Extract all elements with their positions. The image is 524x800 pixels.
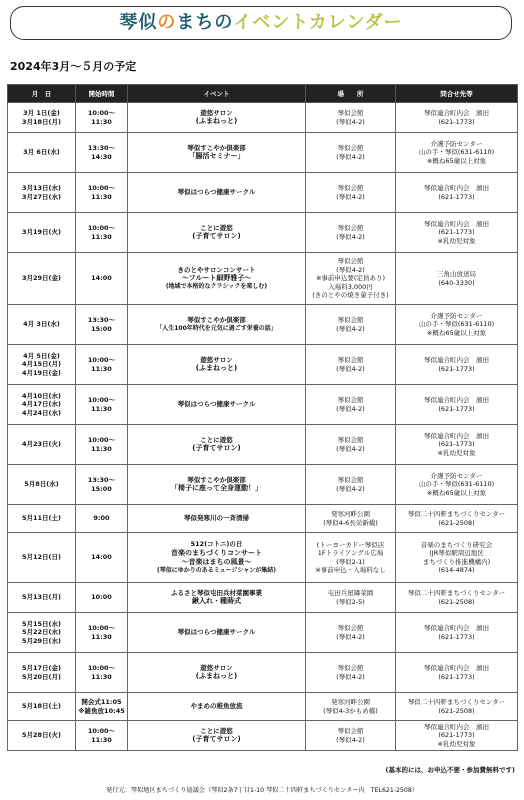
title-part-4: イベントカレンダー xyxy=(233,12,403,33)
event-line: ことに遊悠 xyxy=(200,726,233,735)
time-line: 13:30～ xyxy=(87,316,116,325)
date-line: 5月20日(月) xyxy=(21,672,61,681)
cell-date xyxy=(8,103,76,133)
place-line: (琴似4-2) xyxy=(336,192,365,201)
contact-line: (JR琴似駅周辺地区 xyxy=(429,549,484,558)
title-part-3: まちの xyxy=(176,12,234,33)
event-line: ふるさと琴似屯田兵村菜園事業 xyxy=(171,588,262,597)
place-line: 琴似会館 xyxy=(337,224,364,233)
time-line: 11:30 xyxy=(91,232,112,241)
cell-contact xyxy=(396,693,518,721)
time-line: 10:00～ xyxy=(87,727,116,736)
contact-line: (621-1773) xyxy=(438,731,475,740)
cell-event xyxy=(128,613,306,653)
place-line: (琴似4-3かもめ橋) xyxy=(323,706,378,715)
event-line: 琴似はつらつ健康サークル xyxy=(177,400,256,409)
cell-contact xyxy=(396,345,518,385)
date-line: 5月13日(月) xyxy=(21,593,61,602)
cell-contact xyxy=(396,103,518,133)
title-part-2: の xyxy=(157,12,177,33)
cell-time xyxy=(76,613,128,653)
cell-time xyxy=(76,505,128,533)
table-row xyxy=(8,465,518,505)
contact-line: 山の手・琴似(631-6110) xyxy=(418,148,495,157)
event-line: (子育てサロン) xyxy=(192,232,241,241)
place-line: (琴似4-2) xyxy=(336,672,365,681)
time-line: 10:00～ xyxy=(87,396,116,405)
cell-contact xyxy=(396,385,518,425)
event-line: (子育てサロン) xyxy=(192,444,241,453)
table-row xyxy=(8,253,518,305)
event-line: (ふまねっと) xyxy=(195,364,238,373)
cell-event xyxy=(128,345,306,385)
place-line: (琴似4-2) xyxy=(336,484,365,493)
cell-contact xyxy=(396,583,518,613)
place-line: 琴似会館 xyxy=(337,624,364,633)
cell-date xyxy=(8,133,76,173)
table-row xyxy=(8,505,518,533)
date-line: 4月 3日(水) xyxy=(23,320,60,329)
event-line: 「椅子に座って全身運動！」 xyxy=(171,484,262,493)
contact-line: 琴似連合町内会 濱田 xyxy=(424,664,489,673)
place-line: 発寒河畔公園 xyxy=(331,510,370,519)
cell-date xyxy=(8,385,76,425)
cell-place xyxy=(306,693,396,721)
table-row xyxy=(8,213,518,253)
date-line: 5月22日(水) xyxy=(21,628,61,637)
place-line: 琴似会館 xyxy=(337,436,364,445)
cell-place xyxy=(306,133,396,173)
table-row xyxy=(8,721,518,751)
header-date: 月 日 xyxy=(8,85,76,103)
event-line: 琴似すこやか倶楽部 xyxy=(187,143,246,152)
table-header-row xyxy=(8,85,518,103)
date-line: 4月19日(金) xyxy=(21,368,61,377)
cell-date xyxy=(8,505,76,533)
date-line: 5月15日(水) xyxy=(21,619,61,628)
event-line: ～フルート細野雅子～ xyxy=(181,274,252,283)
cell-place xyxy=(306,253,396,305)
cell-contact xyxy=(396,425,518,465)
date-line: 3月29日(金) xyxy=(21,274,61,283)
event-calendar-table xyxy=(7,84,518,751)
place-line: (琴似4-2) xyxy=(336,232,365,241)
table-row xyxy=(8,693,518,721)
event-line: やまめの稚魚放流 xyxy=(190,702,243,711)
place-line: ※事前申込・入場料なし xyxy=(315,565,386,574)
cell-time xyxy=(76,583,128,613)
table-row xyxy=(8,385,518,425)
time-line: 10:00～ xyxy=(87,624,116,633)
cell-time xyxy=(76,213,128,253)
cell-date xyxy=(8,213,76,253)
time-line: 15:00 xyxy=(91,324,112,333)
cell-time xyxy=(76,345,128,385)
place-line: (琴似4-2) xyxy=(336,404,365,413)
event-line: 「腸活セミナー」 xyxy=(188,152,245,161)
date-line: 3月19日(火) xyxy=(21,228,61,237)
contact-line: 琴似二十四軒まちづくりセンター xyxy=(407,510,506,519)
place-line: 発寒河畔公園 xyxy=(331,698,370,707)
cell-date xyxy=(8,305,76,345)
event-line: 琴似はつらつ健康サークル xyxy=(177,188,256,197)
cell-place xyxy=(306,385,396,425)
time-line: 11:30 xyxy=(91,632,112,641)
contact-line: 介護予防センター xyxy=(430,311,483,320)
cell-event xyxy=(128,465,306,505)
cell-date xyxy=(8,693,76,721)
cell-event xyxy=(128,253,306,305)
table-row xyxy=(8,613,518,653)
place-line: 琴似会館 xyxy=(337,184,364,193)
time-line: 9:00 xyxy=(93,514,110,523)
time-line: 11:30 xyxy=(91,735,112,744)
contact-line: (621-1773) xyxy=(438,632,475,641)
contact-line: ※概ね65歳以上対象 xyxy=(426,328,487,337)
contact-line: (621-2508) xyxy=(438,706,475,715)
time-line: 11:30 xyxy=(91,192,112,201)
time-line: 開会式11:05 xyxy=(81,698,122,707)
event-line: 琴似発寒川の一斉清掃 xyxy=(184,514,249,523)
contact-line: 琴似二十四軒まちづくりセンター xyxy=(407,589,506,598)
cell-event xyxy=(128,653,306,693)
date-line: 3月13日(水) xyxy=(21,184,61,193)
place-line: 琴似会館 xyxy=(337,664,364,673)
contact-line: 音楽のまちづくり研究会 xyxy=(420,540,493,549)
contact-line: 山の手・琴似(631-6110) xyxy=(418,480,495,489)
cell-contact xyxy=(396,213,518,253)
cell-place xyxy=(306,465,396,505)
cell-time xyxy=(76,103,128,133)
contact-line: 琴似連合町内会 濱田 xyxy=(424,356,489,365)
cell-contact xyxy=(396,305,518,345)
event-line: ことに遊悠 xyxy=(200,435,233,444)
date-line: 4月10日(水) xyxy=(21,391,61,400)
date-line: 4月17日(水) xyxy=(21,400,61,409)
contact-line: 介護予防センター xyxy=(430,139,483,148)
event-line: 琴似すこやか倶楽部 xyxy=(187,316,246,325)
date-line: 5月17日(金) xyxy=(21,664,61,673)
place-line: ※事前申込要(定員あり) xyxy=(315,274,386,283)
cell-place xyxy=(306,345,396,385)
footnote: (基本的には、お申込不要・参加費無料です) xyxy=(385,766,515,774)
cell-event xyxy=(128,721,306,751)
date-line: 4月15日(月) xyxy=(21,360,61,369)
cell-date xyxy=(8,465,76,505)
place-line: (琴似4-6長栄新橋) xyxy=(323,518,378,527)
time-line: 15:00 xyxy=(91,484,112,493)
event-line: (子育てサロン) xyxy=(192,735,241,744)
cell-date xyxy=(8,345,76,385)
table-row xyxy=(8,533,518,583)
contact-line: ※乳幼児対象 xyxy=(437,448,476,457)
contact-line: ※概ね65歳以上対象 xyxy=(426,156,487,165)
cell-event xyxy=(128,133,306,173)
cell-place xyxy=(306,103,396,133)
place-line: (琴似4-2) xyxy=(336,152,365,161)
place-line: 1Fトライアングル広場 xyxy=(317,549,384,558)
time-line: 11:30 xyxy=(91,364,112,373)
cell-contact xyxy=(396,173,518,213)
date-line: 3月 6日(水) xyxy=(23,148,60,157)
contact-line: 介護予防センター xyxy=(430,471,483,480)
cell-date xyxy=(8,425,76,465)
cell-time xyxy=(76,653,128,693)
event-line: 512(コトニ)の日 xyxy=(190,540,243,549)
contact-line: ※概ね65歳以上対象 xyxy=(426,488,487,497)
contact-line: 琴似連合町内会 濱田 xyxy=(424,396,489,405)
table-body xyxy=(8,103,518,751)
cell-time xyxy=(76,721,128,751)
place-line: (琴似4-2) xyxy=(336,735,365,744)
cell-event xyxy=(128,103,306,133)
contact-line: 琴似連合町内会 濱田 xyxy=(424,219,489,228)
date-line: 5月12日(日) xyxy=(21,553,61,562)
event-line: (ふまねっと) xyxy=(195,117,238,126)
date-line: 3月 1日(金) xyxy=(23,109,60,118)
event-line: (琴似にゆかりのあるミュージシャンが集結) xyxy=(157,566,276,574)
contact-line: まちづくり推進機構内) xyxy=(422,557,491,566)
header-contact: 問合せ先等 xyxy=(396,85,518,103)
date-line: 3月18日(月) xyxy=(21,117,61,126)
table-row xyxy=(8,653,518,693)
publisher-footer: 発行元：琴似地区まちづくり協議会（琴似2条7丁目1-10 琴似二十四軒まちづくりセンター内 TEL621-2508） xyxy=(106,787,418,794)
cell-event xyxy=(128,533,306,583)
place-line: (琴似4-2) xyxy=(336,117,365,126)
cell-event xyxy=(128,505,306,533)
date-line: 4月24日(水) xyxy=(21,408,61,417)
time-line: 14:00 xyxy=(91,553,112,562)
page-title xyxy=(10,6,512,40)
cell-place xyxy=(306,305,396,345)
cell-event xyxy=(128,385,306,425)
cell-time xyxy=(76,173,128,213)
contact-line: (621-1773) xyxy=(438,117,475,126)
time-line: 13:30～ xyxy=(87,144,116,153)
time-line: 10:00 xyxy=(91,593,112,602)
place-line: 琴似会館 xyxy=(337,257,364,266)
time-line: 10:00～ xyxy=(87,109,116,118)
time-line: 10:00～ xyxy=(87,436,116,445)
time-line: ※雑魚放10:45 xyxy=(78,706,125,715)
contact-line: 琴似連合町内会 濱田 xyxy=(424,184,489,193)
place-line: 琴似会館 xyxy=(337,727,364,736)
cell-event xyxy=(128,213,306,253)
cell-place xyxy=(306,173,396,213)
cell-place xyxy=(306,721,396,751)
time-line: 10:00～ xyxy=(87,664,116,673)
contact-line: 琴似二十四軒まちづくりセンター xyxy=(407,698,506,707)
event-line: (地域で本格的なクラシックを楽しむ) xyxy=(165,283,268,291)
contact-line: (621-2508) xyxy=(438,597,475,606)
cell-place xyxy=(306,583,396,613)
cell-date xyxy=(8,253,76,305)
place-line: (きのとやの焼き菓子付き) xyxy=(312,291,389,300)
time-line: 14:00 xyxy=(91,274,112,283)
header-time: 開始時間 xyxy=(76,85,128,103)
header-event: イベント xyxy=(128,85,306,103)
date-line: 5月11日(土) xyxy=(21,514,61,523)
event-line: ～音楽はまちの風景～ xyxy=(181,557,252,566)
event-line: 遊悠サロン xyxy=(200,663,233,672)
time-line: 14:30 xyxy=(91,152,112,161)
contact-line: 琴似連合町内会 濱田 xyxy=(424,722,489,731)
cell-place xyxy=(306,505,396,533)
contact-line: ※乳幼児対象 xyxy=(437,739,476,748)
contact-line: 琴似連合町内会 濱田 xyxy=(424,109,489,118)
date-line: 5月28日(火) xyxy=(21,731,61,740)
table-row xyxy=(8,133,518,173)
cell-place xyxy=(306,653,396,693)
date-line: 5月29日(水) xyxy=(21,636,61,645)
date-line: 5月8日(水) xyxy=(24,480,59,489)
event-line: 琴似はつらつ健康サークル xyxy=(177,628,256,637)
event-line: (ふまねっと) xyxy=(195,672,238,681)
cell-contact xyxy=(396,613,518,653)
event-line: 鍬入れ・種蒔式 xyxy=(192,597,241,606)
contact-line: (614-4874) xyxy=(438,565,475,574)
place-line: (琴似4-2) xyxy=(336,632,365,641)
time-line: 11:30 xyxy=(91,672,112,681)
cell-place xyxy=(306,613,396,653)
time-line: 10:00～ xyxy=(87,224,116,233)
place-line: 琴似会館 xyxy=(337,144,364,153)
contact-line: 山の手・琴似(631-6110) xyxy=(418,320,495,329)
contact-line: 琴似連合町内会 濱田 xyxy=(424,431,489,440)
contact-line: (621-1773) xyxy=(438,228,475,237)
time-line: 11:30 xyxy=(91,404,112,413)
event-line: 琴似すこやか倶楽部 xyxy=(187,475,246,484)
event-line: ことに遊悠 xyxy=(200,223,233,232)
place-line: 琴似会館 xyxy=(337,356,364,365)
cell-place xyxy=(306,213,396,253)
cell-time xyxy=(76,693,128,721)
cell-time xyxy=(76,253,128,305)
cell-time xyxy=(76,425,128,465)
cell-contact xyxy=(396,533,518,583)
cell-date xyxy=(8,613,76,653)
contact-line: 三角山放送局 xyxy=(437,270,476,279)
header-place: 場 所 xyxy=(306,85,396,103)
place-line: 入場料3,000円 xyxy=(328,282,373,291)
place-line: (琴似2-5) xyxy=(336,597,365,606)
cell-contact xyxy=(396,721,518,751)
place-line: 琴似会館 xyxy=(337,396,364,405)
table-row xyxy=(8,425,518,465)
table-row xyxy=(8,173,518,213)
cell-place xyxy=(306,533,396,583)
cell-contact xyxy=(396,505,518,533)
table-row xyxy=(8,103,518,133)
place-line: 琴似会館 xyxy=(337,109,364,118)
time-line: 10:00～ xyxy=(87,356,116,365)
time-line: 11:30 xyxy=(91,444,112,453)
date-line: 5月18日(土) xyxy=(21,702,61,711)
contact-line: (621-2508) xyxy=(438,518,475,527)
cell-time xyxy=(76,133,128,173)
time-line: 13:30～ xyxy=(87,476,116,485)
place-line: (琴似4-2) xyxy=(336,444,365,453)
place-line: (琴似4-2) xyxy=(336,364,365,373)
cell-time xyxy=(76,465,128,505)
table-row xyxy=(8,583,518,613)
place-line: (琴似4-2) xyxy=(336,324,365,333)
cell-place xyxy=(306,425,396,465)
schedule-period: 2024年3月～５月の予定 xyxy=(10,60,137,73)
date-line: 3月27日(水) xyxy=(21,192,61,201)
cell-date xyxy=(8,173,76,213)
date-line: 4月 5日(金) xyxy=(23,351,60,360)
cell-contact xyxy=(396,653,518,693)
time-line: 11:30 xyxy=(91,117,112,126)
event-line: 遊悠サロン xyxy=(200,108,233,117)
event-line: 遊悠サロン xyxy=(200,355,233,364)
place-line: (琴似2-1) xyxy=(336,557,365,566)
contact-line: (621-1773) xyxy=(438,440,475,449)
cell-time xyxy=(76,305,128,345)
place-line: (琴似4-2) xyxy=(336,265,365,274)
title-part-1: 琴似 xyxy=(119,12,158,33)
place-line: (トーヨーカドー琴似店 xyxy=(316,540,385,549)
contact-line: (621-1773) xyxy=(438,364,475,373)
place-line: 琴似会館 xyxy=(337,476,364,485)
cell-event xyxy=(128,173,306,213)
cell-event xyxy=(128,583,306,613)
table-row xyxy=(8,305,518,345)
cell-time xyxy=(76,533,128,583)
contact-line: 琴似連合町内会 濱田 xyxy=(424,624,489,633)
cell-contact xyxy=(396,465,518,505)
cell-date xyxy=(8,653,76,693)
cell-time xyxy=(76,385,128,425)
place-line: 屯田兵屋隣菜園 xyxy=(327,589,374,598)
cell-contact xyxy=(396,133,518,173)
cell-date xyxy=(8,583,76,613)
cell-date xyxy=(8,721,76,751)
cell-event xyxy=(128,305,306,345)
event-line: 「人生100年時代を元気に過ごす栄養の話」 xyxy=(156,324,277,332)
place-line: 琴似会館 xyxy=(337,316,364,325)
date-line: 4月23日(火) xyxy=(21,440,61,449)
contact-line: (640-3330) xyxy=(438,278,475,287)
cell-event xyxy=(128,425,306,465)
event-line: 音楽のまちづくりコンサート xyxy=(171,548,262,557)
cell-date xyxy=(8,533,76,583)
contact-line: (621-1773) xyxy=(438,192,475,201)
event-line: きのとやサロンコンサート xyxy=(177,265,256,274)
table-row xyxy=(8,345,518,385)
time-line: 10:00～ xyxy=(87,184,116,193)
cell-contact xyxy=(396,253,518,305)
cell-event xyxy=(128,693,306,721)
contact-line: (621-1773) xyxy=(438,672,475,681)
contact-line: ※乳幼児対象 xyxy=(437,236,476,245)
contact-line: (621-1773) xyxy=(438,404,475,413)
